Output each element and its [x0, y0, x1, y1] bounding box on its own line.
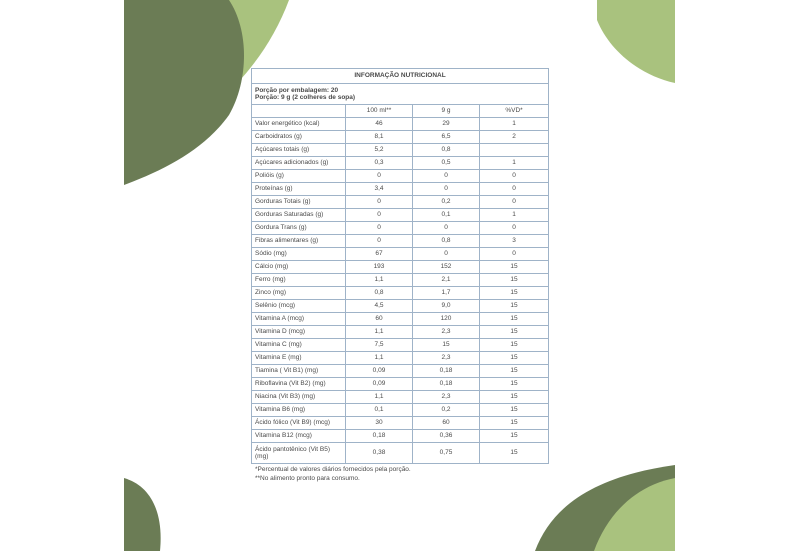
value-per-serving: 60 [413, 417, 480, 430]
nutrition-table-title: INFORMAÇÃO NUTRICIONAL [252, 69, 549, 84]
serving-size: Porção: 9 g (2 colheres de sopa) [255, 94, 356, 101]
nutrient-row [252, 131, 549, 144]
value-per-serving: 2,3 [413, 352, 480, 365]
value-per-100ml: 60 [346, 313, 413, 326]
footnote-ready-to-drink: **No alimento pronto para consumo. [255, 474, 360, 482]
nutrient-name: Vitamina B12 (mcg) [252, 430, 346, 443]
value-per-100ml: 0,09 [346, 378, 413, 391]
daily-value-percent: 0 [480, 222, 549, 235]
daily-value-percent: 3 [480, 235, 549, 248]
nutrient-row [252, 248, 549, 261]
value-per-serving: 0,36 [413, 430, 480, 443]
daily-value-percent: 15 [480, 326, 549, 339]
value-per-serving: 0,8 [413, 235, 480, 248]
nutrient-row [252, 170, 549, 183]
value-per-100ml: 3,4 [346, 183, 413, 196]
nutrient-row [252, 183, 549, 196]
nutrient-name: Gorduras Saturadas (g) [252, 209, 346, 222]
column-header-row [252, 105, 549, 118]
daily-value-percent: 0 [480, 170, 549, 183]
nutrient-name: Vitamina C (mg) [252, 339, 346, 352]
nutrient-row [252, 430, 549, 443]
daily-value-percent: 0 [480, 183, 549, 196]
nutrient-row [252, 404, 549, 417]
column-header-per-serving: 9 g [413, 105, 480, 118]
nutrition-table [251, 68, 549, 464]
nutrient-name: Vitamina E (mg) [252, 352, 346, 365]
decor-top-left-dark [124, 0, 244, 185]
nutrient-name: Polióis (g) [252, 170, 346, 183]
daily-value-percent: 15 [480, 261, 549, 274]
nutrient-row [252, 274, 549, 287]
value-per-100ml: 8,1 [346, 131, 413, 144]
nutrient-row [252, 144, 549, 157]
value-per-100ml: 0,3 [346, 157, 413, 170]
nutrient-row [252, 326, 549, 339]
nutrient-name: Selênio (mcg) [252, 300, 346, 313]
column-header-nutrient [252, 105, 346, 118]
value-per-serving: 15 [413, 339, 480, 352]
value-per-serving: 2,1 [413, 274, 480, 287]
nutrient-name: Vitamina D (mcg) [252, 326, 346, 339]
decor-top-right-light [597, 0, 675, 83]
nutrient-name: Proteínas (g) [252, 183, 346, 196]
value-per-serving: 0 [413, 183, 480, 196]
nutrient-row [252, 417, 549, 430]
nutrient-name: Cálcio (mg) [252, 261, 346, 274]
nutrient-row [252, 287, 549, 300]
value-per-100ml: 0 [346, 235, 413, 248]
nutrient-row [252, 235, 549, 248]
value-per-100ml: 0,09 [346, 365, 413, 378]
daily-value-percent: 15 [480, 443, 549, 464]
column-header-per-100ml: 100 ml** [346, 105, 413, 118]
daily-value-percent: 15 [480, 313, 549, 326]
daily-value-percent: 1 [480, 118, 549, 131]
value-per-100ml: 1,1 [346, 352, 413, 365]
nutrient-name: Zinco (mg) [252, 287, 346, 300]
value-per-100ml: 0,18 [346, 430, 413, 443]
daily-value-percent: 15 [480, 365, 549, 378]
daily-value-percent: 15 [480, 391, 549, 404]
value-per-100ml: 7,5 [346, 339, 413, 352]
value-per-serving: 0,18 [413, 365, 480, 378]
nutrient-name: Gorduras Totais (g) [252, 196, 346, 209]
daily-value-percent: 15 [480, 339, 549, 352]
daily-value-percent: 15 [480, 417, 549, 430]
nutrient-row [252, 352, 549, 365]
daily-value-percent: 15 [480, 404, 549, 417]
nutrient-name: Ácido fólico (Vit B9) (mcg) [252, 417, 346, 430]
footnotes [251, 466, 548, 483]
value-per-serving: 2,3 [413, 391, 480, 404]
daily-value-percent: 15 [480, 378, 549, 391]
daily-value-percent: 15 [480, 287, 549, 300]
value-per-100ml: 0 [346, 209, 413, 222]
value-per-100ml: 46 [346, 118, 413, 131]
value-per-100ml: 0 [346, 222, 413, 235]
value-per-100ml: 67 [346, 248, 413, 261]
value-per-serving: 0,18 [413, 378, 480, 391]
nutrient-name: Vitamina A (mcg) [252, 313, 346, 326]
nutrient-row [252, 209, 549, 222]
nutrient-name: Carboidratos (g) [252, 131, 346, 144]
nutrient-name: Valor energético (kcal) [252, 118, 346, 131]
nutrient-row [252, 378, 549, 391]
daily-value-percent: 0 [480, 196, 549, 209]
value-per-serving: 0 [413, 170, 480, 183]
value-per-100ml: 0 [346, 196, 413, 209]
nutrient-name: Fibras alimentares (g) [252, 235, 346, 248]
value-per-serving: 29 [413, 118, 480, 131]
nutrient-name: Açúcares adicionados (g) [252, 157, 346, 170]
value-per-serving: 152 [413, 261, 480, 274]
servings-per-package: Porção por embalagem: 20 [255, 86, 339, 94]
nutrition-facts-panel [251, 68, 548, 483]
nutrient-row [252, 443, 549, 464]
value-per-serving: 0 [413, 248, 480, 261]
nutrient-row [252, 391, 549, 404]
value-per-serving: 0,2 [413, 404, 480, 417]
column-header-daily-value: %VD* [480, 105, 549, 118]
value-per-serving: 0,5 [413, 157, 480, 170]
value-per-serving: 0 [413, 222, 480, 235]
daily-value-percent: 1 [480, 209, 549, 222]
daily-value-percent: 15 [480, 300, 549, 313]
nutrient-name: Açúcares totais (g) [252, 144, 346, 157]
nutrient-row [252, 313, 549, 326]
nutrient-row [252, 365, 549, 378]
value-per-100ml: 193 [346, 261, 413, 274]
value-per-100ml: 4,5 [346, 300, 413, 313]
value-per-serving: 2,3 [413, 326, 480, 339]
value-per-serving: 1,7 [413, 287, 480, 300]
daily-value-percent: 15 [480, 352, 549, 365]
value-per-100ml: 0,8 [346, 287, 413, 300]
daily-value-percent: 2 [480, 131, 549, 144]
value-per-100ml: 30 [346, 417, 413, 430]
footnote-daily-value: *Percentual de valores diários fornecidos pela porção. [255, 466, 411, 473]
value-per-100ml: 0,38 [346, 443, 413, 464]
value-per-serving: 0,8 [413, 144, 480, 157]
daily-value-percent: 1 [480, 157, 549, 170]
nutrient-row [252, 261, 549, 274]
serving-info [252, 84, 549, 105]
nutrient-name: Ferro (mg) [252, 274, 346, 287]
value-per-serving: 120 [413, 313, 480, 326]
nutrient-name: Vitamina B6 (mg) [252, 404, 346, 417]
value-per-100ml: 1,1 [346, 391, 413, 404]
nutrient-row [252, 118, 549, 131]
nutrient-name: Gordura Trans (g) [252, 222, 346, 235]
nutrient-row [252, 196, 549, 209]
value-per-serving: 6,5 [413, 131, 480, 144]
daily-value-percent [480, 144, 549, 157]
value-per-100ml: 1,1 [346, 326, 413, 339]
value-per-serving: 0,1 [413, 209, 480, 222]
nutrient-row [252, 222, 549, 235]
value-per-100ml: 1,1 [346, 274, 413, 287]
nutrient-name: Ácido pantotênico (Vit B5) (mg) [252, 443, 346, 464]
daily-value-percent: 15 [480, 274, 549, 287]
daily-value-percent: 0 [480, 248, 549, 261]
nutrient-name: Niacina (Vit B3) (mg) [252, 391, 346, 404]
decor-bottom-left-dark [124, 478, 161, 551]
nutrient-name: Riboflavina (Vit B2) (mg) [252, 378, 346, 391]
value-per-serving: 0,75 [413, 443, 480, 464]
daily-value-percent: 15 [480, 430, 549, 443]
value-per-serving: 0,2 [413, 196, 480, 209]
nutrient-row [252, 300, 549, 313]
value-per-100ml: 0,1 [346, 404, 413, 417]
nutrient-name: Sódio (mg) [252, 248, 346, 261]
nutrient-row [252, 157, 549, 170]
value-per-100ml: 0 [346, 170, 413, 183]
nutrient-row [252, 339, 549, 352]
nutrient-name: Tiamina ( Vit B1) (mg) [252, 365, 346, 378]
value-per-serving: 9,0 [413, 300, 480, 313]
value-per-100ml: 5,2 [346, 144, 413, 157]
